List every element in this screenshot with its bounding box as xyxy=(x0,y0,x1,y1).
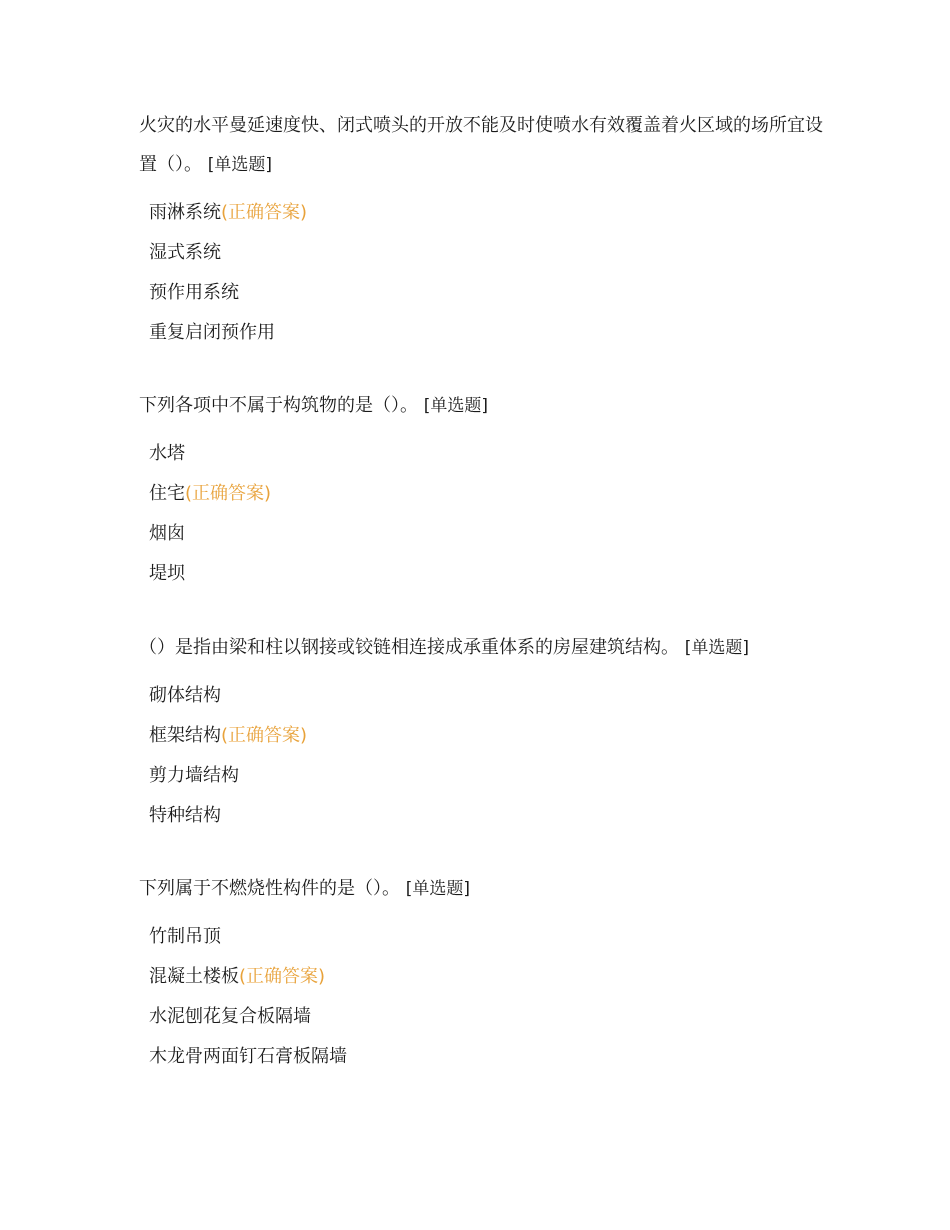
option-text: 剪力墙结构 xyxy=(149,765,239,786)
option-list xyxy=(149,193,829,353)
option-a[interactable] xyxy=(149,676,829,716)
option-d[interactable] xyxy=(149,796,829,836)
option-text: 特种结构 xyxy=(149,805,221,826)
question-stem xyxy=(139,386,829,426)
question-type-tag: [单选题] xyxy=(207,155,272,175)
option-b[interactable] xyxy=(149,716,829,756)
question-4 xyxy=(139,869,829,1077)
option-text: 烟囱 xyxy=(149,523,185,544)
option-a[interactable] xyxy=(149,434,829,474)
option-text: 重复启闭预作用 xyxy=(149,322,275,343)
option-list xyxy=(149,917,829,1077)
question-stem xyxy=(139,869,829,909)
option-text: 框架结构 xyxy=(149,725,221,746)
option-c[interactable] xyxy=(149,514,829,554)
option-list xyxy=(149,676,829,836)
option-b[interactable] xyxy=(149,474,829,514)
option-d[interactable] xyxy=(149,1037,829,1077)
option-c[interactable] xyxy=(149,997,829,1037)
option-text: 竹制吊顶 xyxy=(149,926,221,947)
correct-answer-mark: (正确答案) xyxy=(185,483,272,504)
option-a[interactable] xyxy=(149,917,829,957)
option-text: 水泥刨花复合板隔墙 xyxy=(149,1006,311,1027)
question-type-tag: [单选题] xyxy=(684,638,749,658)
option-d[interactable] xyxy=(149,313,829,353)
question-stem xyxy=(139,628,829,668)
question-stem-text: 下列各项中不属于构筑物的是（）。 xyxy=(139,395,418,416)
question-stem xyxy=(139,106,829,185)
option-text: 预作用系统 xyxy=(149,282,239,303)
question-stem-text: （）是指由梁和柱以钢接或铰链相连接成承重体系的房屋建筑结构。 xyxy=(139,637,679,658)
question-type-tag: [单选题] xyxy=(423,396,488,416)
question-3 xyxy=(139,628,829,836)
option-text: 水塔 xyxy=(149,443,185,464)
correct-answer-mark: (正确答案) xyxy=(221,202,308,223)
correct-answer-mark: (正确答案) xyxy=(221,725,308,746)
question-stem-text: 火灾的水平曼延速度快、闭式喷头的开放不能及时使喷水有效覆盖着火区域的场所宜设置（）。 xyxy=(139,115,823,175)
correct-answer-mark: (正确答案) xyxy=(239,966,326,987)
option-c[interactable] xyxy=(149,273,829,313)
option-text: 住宅 xyxy=(149,483,185,504)
option-c[interactable] xyxy=(149,756,829,796)
option-text: 木龙骨两面钉石膏板隔墙 xyxy=(149,1046,347,1067)
question-1 xyxy=(139,106,829,353)
option-b[interactable] xyxy=(149,233,829,273)
option-a[interactable] xyxy=(149,193,829,233)
option-text: 堤坝 xyxy=(149,563,185,584)
option-text: 湿式系统 xyxy=(149,242,221,263)
question-stem-text: 下列属于不燃烧性构件的是（）。 xyxy=(139,878,400,899)
option-b[interactable] xyxy=(149,957,829,997)
option-text: 砌体结构 xyxy=(149,685,221,706)
option-d[interactable] xyxy=(149,554,829,594)
option-text: 雨淋系统 xyxy=(149,202,221,223)
option-list xyxy=(149,434,829,594)
question-type-tag: [单选题] xyxy=(405,879,470,899)
question-2 xyxy=(139,386,829,594)
option-text: 混凝土楼板 xyxy=(149,966,239,987)
